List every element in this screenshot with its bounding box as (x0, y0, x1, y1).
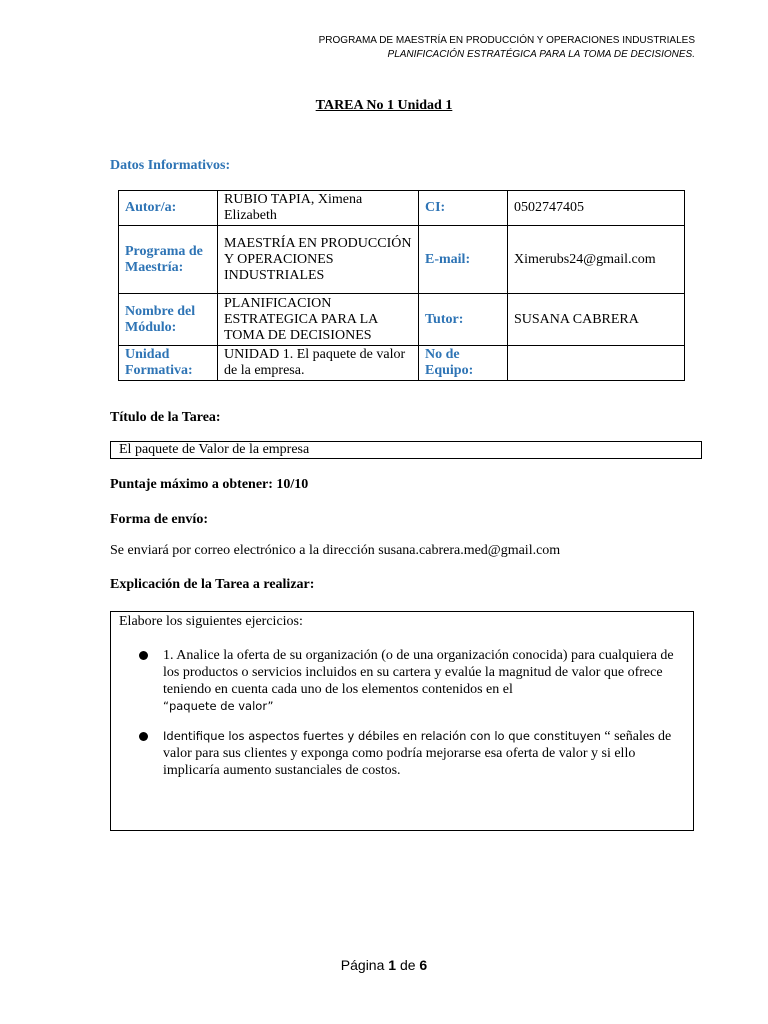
programa-label: Programa de Maestría: (119, 226, 218, 294)
explicacion-box (110, 611, 694, 831)
titulo-tarea-heading: Título de la Tarea: (110, 410, 221, 425)
info-table (118, 190, 685, 381)
equipo-label: No de Equipo: (419, 346, 508, 381)
unidad-value: UNIDAD 1. El paquete de valor de la empresa. (218, 346, 419, 381)
bullet-icon (139, 732, 148, 741)
bullet-icon (139, 651, 148, 660)
of-word: de (399, 957, 416, 973)
forma-envio-text: Se enviará por correo electrónico a la dirección susana.cabrera.med@gmail.com (110, 543, 561, 558)
modulo-value: PLANIFICACION ESTRATEGICA PARA LA TOMA DE DECISIONES (218, 294, 419, 346)
forma-envio-heading: Forma de envío: (110, 512, 208, 527)
bullet2-rest: señales de valor para sus clientes y exponga como podría mejorarse esa oferta de valor y si ello implicaría aumento sustanciales de costos. (163, 729, 672, 778)
autor-value: RUBIO TAPIA, Ximena Elizabeth (218, 191, 419, 226)
explicacion-intro: Elabore los siguientes ejercicios: (119, 614, 303, 629)
header-program-line: PROGRAMA DE MAESTRÍA EN PRODUCCIÓN Y OPERACIONES INDUSTRIALES (318, 35, 695, 46)
list-item (139, 728, 679, 779)
page-total: 6 (419, 957, 428, 973)
page-number: 1 (388, 957, 397, 973)
modulo-label: Nombre del Módulo: (119, 294, 218, 346)
document-header (319, 34, 695, 62)
equipo-value (508, 346, 685, 381)
document-title: TAREA No 1 Unidad 1 (315, 98, 453, 113)
table-row (119, 191, 685, 226)
ci-label: CI: (419, 191, 508, 226)
bullet1-tail: “paquete de valor” (163, 699, 274, 713)
bullet1-text: 1. Analice la oferta de su organización (o de una organización conocida) para cualquiera de los productos o servicios incluidos en su cartera y evalúe la magnitud de valor que ofrece teniendo en cuenta cada uno de los elementos contenidos en el (163, 648, 674, 697)
email-label: E-mail: (419, 226, 508, 294)
titulo-tarea-box: El paquete de Valor de la empresa (110, 441, 702, 459)
page-footer (0, 957, 768, 973)
email-value: Ximerubs24@gmail.com (508, 226, 685, 294)
table-row (119, 226, 685, 294)
header-course-line: PLANIFICACIÓN ESTRATÉGICA PARA LA TOMA DE DECISIONES. (387, 49, 695, 60)
autor-label: Autor/a: (119, 191, 218, 226)
table-row (119, 294, 685, 346)
ci-value: 0502747405 (508, 191, 685, 226)
tutor-value: SUSANA CABRERA (508, 294, 685, 346)
explicacion-heading: Explicación de la Tarea a realizar: (110, 577, 315, 592)
unidad-label: Unidad Formativa: (119, 346, 218, 381)
table-row (119, 346, 685, 381)
datos-heading: Datos Informativos: (110, 158, 231, 173)
bullet2-head: Identifique los aspectos fuertes y débiles en relación con lo que constituyen (163, 729, 601, 743)
bullet2-quote: “ (604, 729, 611, 744)
list-item (139, 647, 679, 715)
programa-value: MAESTRÍA EN PRODUCCIÓN Y OPERACIONES INDUSTRIALES (218, 226, 419, 294)
tutor-label: Tutor: (419, 294, 508, 346)
puntaje-text: Puntaje máximo a obtener: 10/10 (110, 477, 309, 492)
page-word: Página (340, 957, 385, 973)
